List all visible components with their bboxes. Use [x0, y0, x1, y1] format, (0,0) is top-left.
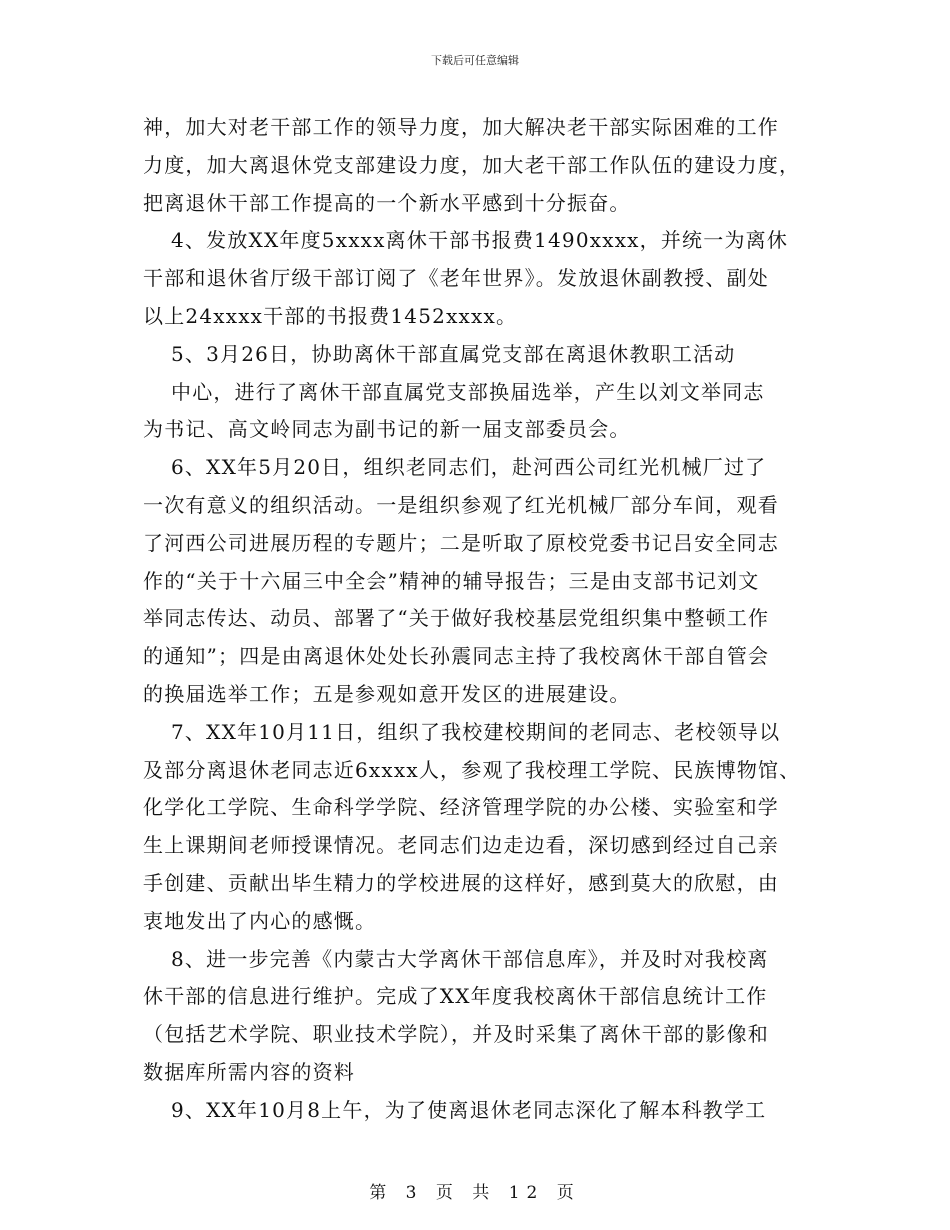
text-line: 力度，加大离退休党支部建设力度，加大老干部工作队伍的建设力度， — [143, 152, 801, 177]
text-line: 化学化工学院、生命科学学院、经济管理学院的办公楼、实验室和学 — [143, 795, 779, 820]
text-line: 8、进一步完善《内蒙古大学离休干部信息库》，并及时对我校离 — [171, 946, 769, 971]
text-line: 7、XX年10月11日，组织了我校建校期间的老同志、老校领导以 — [171, 719, 781, 744]
text-line: 一次有意义的组织活动。一是组织参观了红光机械厂部分车间，观看 — [143, 492, 779, 517]
text-line: 了河西公司进展历程的专题片；二是听取了原校党委书记吕安全同志 — [143, 530, 779, 555]
text-line: 及部分离退休老同志近6xxxx人，参观了我校理工学院、民族博物馆、 — [143, 757, 801, 782]
text-line: 生上课期间老师授课情况。老同志们边走边看，深切感到经过自己亲 — [143, 833, 779, 858]
page-footer: 第 3 页 共 12 页 — [369, 1183, 581, 1203]
text-line: 衷地发出了内心的感慨。 — [143, 908, 377, 933]
page-header: 下载后可任意编辑 — [431, 54, 519, 67]
text-line: 为书记、高文岭同志为副书记的新一届支部委员会。 — [143, 417, 631, 442]
text-line: 以上24xxxx干部的书报费1452xxxx。 — [143, 303, 518, 328]
text-line: 把离退休干部工作提高的一个新水平感到十分振奋。 — [143, 190, 631, 215]
text-line: 休干部的信息进行维护。完成了XX年度我校离休干部信息统计工作 — [143, 984, 768, 1009]
text-line: 6、XX年5月20日，组织老同志们，赴河西公司红光机械厂过了 — [171, 455, 767, 480]
text-line: （包括艺术学院、职业技术学院），并及时采集了离休干部的影像和 — [143, 1022, 769, 1047]
text-line: 的通知”；四是由离退休处处长孙震同志主持了我校离休干部自管会 — [143, 644, 770, 669]
text-line: 的换届选举工作；五是参观如意开发区的进展建设。 — [143, 681, 631, 706]
text-line: 神，加大对老干部工作的领导力度，加大解决老干部实际困难的工作 — [143, 115, 779, 139]
text-line: 中心，进行了离休干部直属党支部换届选举，产生以刘文举同志 — [171, 379, 765, 404]
text-line: 干部和退休省厅级干部订阅了《老年世界》。发放退休副教授、副处 — [143, 266, 769, 291]
text-line: 9、XX年10月8上午，为了使离退休老同志深化了解本科教学工 — [171, 1097, 767, 1122]
document-body — [143, 112, 803, 1125]
text-line: 举同志传达、动员、部署了“关于做好我校基层党组织集中整顿工作 — [143, 606, 770, 631]
text-line: 4、发放XX年度5xxxx离休干部书报费1490xxxx，并统一为离休 — [171, 228, 789, 253]
text-line: 5、3月26日，协助离休干部直属党支部在离退休教职工活动 — [171, 341, 736, 366]
text-line: 作的“关于十六届三中全会”精神的辅导报告；三是由支部书记刘文 — [143, 568, 760, 593]
text-line: 手创建、贡献出毕生精力的学校进展的这样好，感到莫大的欣慰，由 — [143, 870, 779, 895]
text-line: 数据库所需内容的资料 — [143, 1059, 355, 1084]
